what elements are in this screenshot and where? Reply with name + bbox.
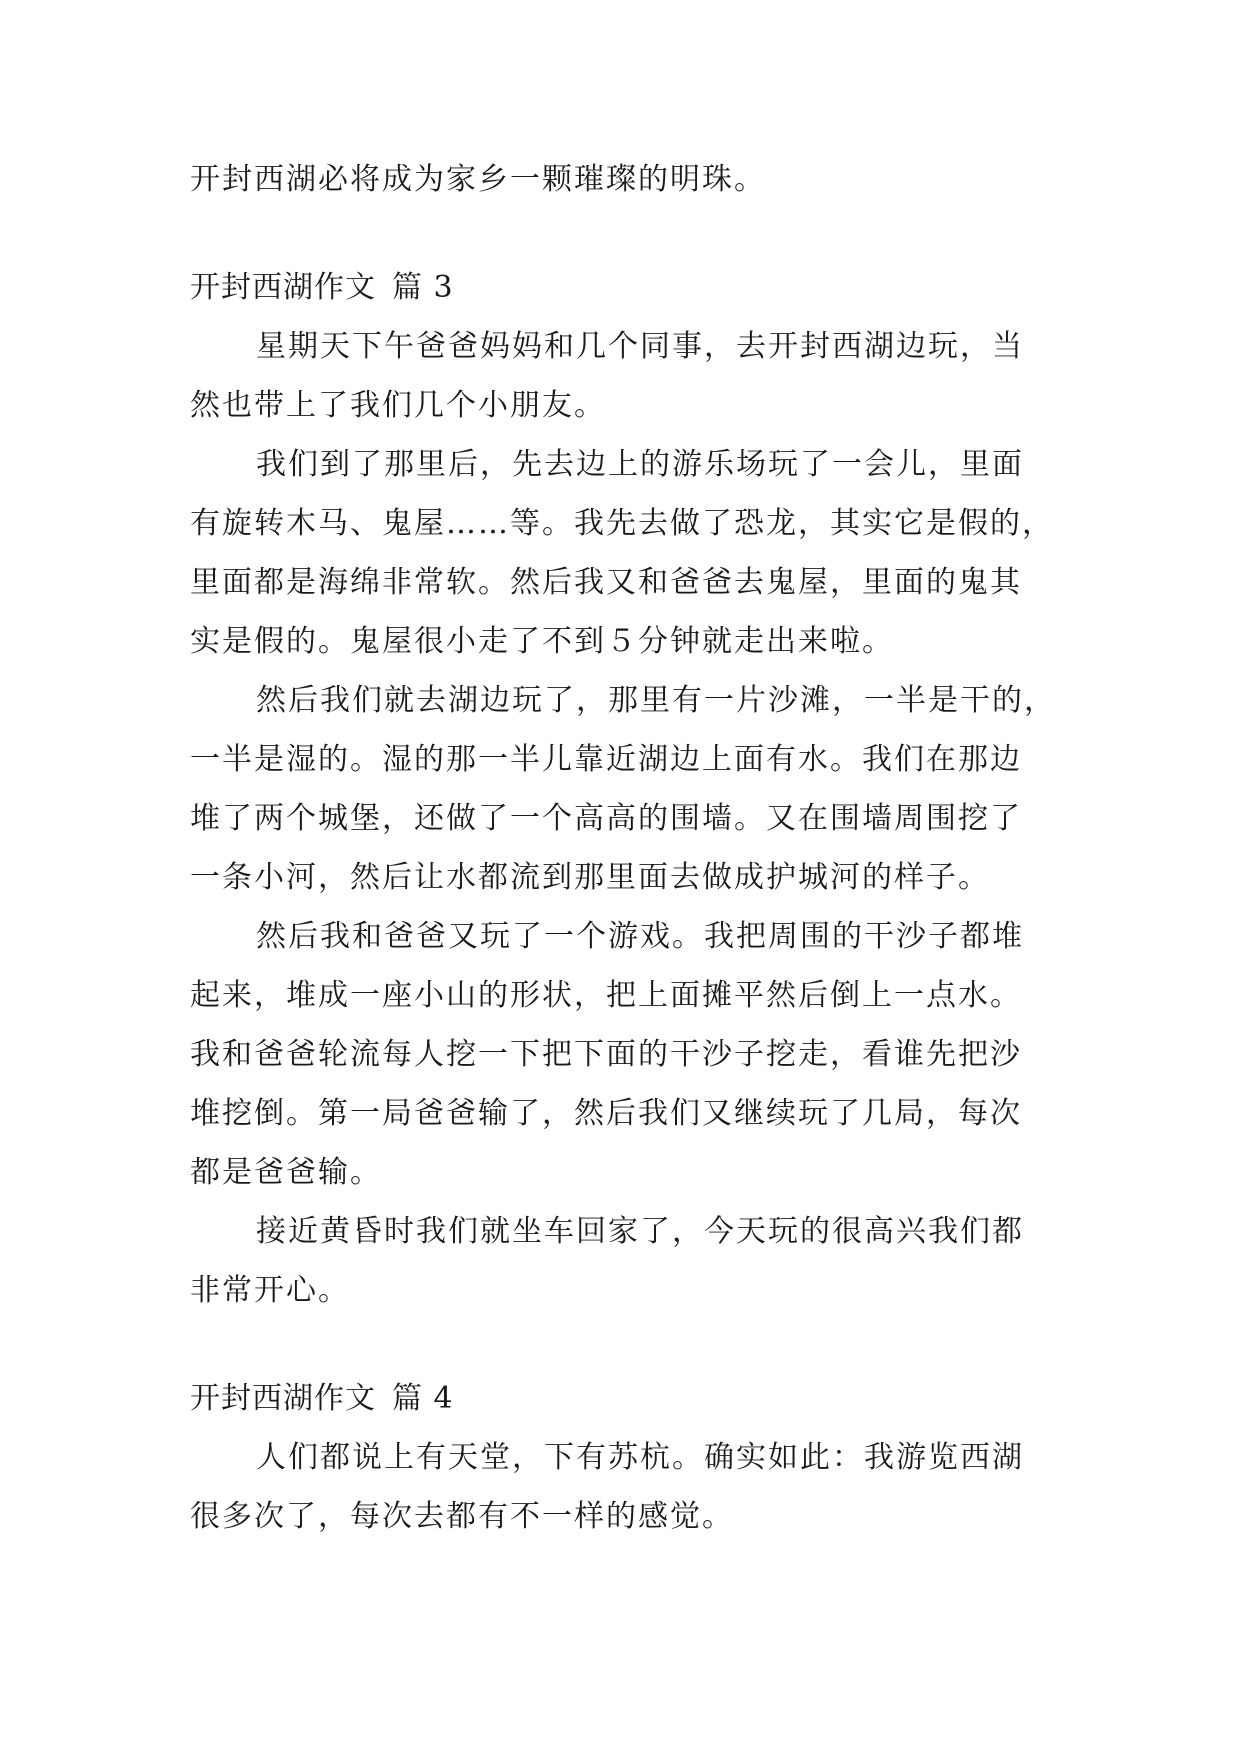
section-number: 篇 3: [392, 270, 454, 305]
body-line: 然也带上了我们几个小朋友。: [190, 388, 606, 423]
body-line: 实是假的。鬼屋很小走了不到５分钟就走出来啦。: [190, 624, 894, 659]
body-line: 人们都说上有天堂，下有苏杭。确实如此：我游览西湖: [256, 1440, 1024, 1475]
section-heading: [190, 1369, 1056, 1428]
section-title: 开封西湖作文: [190, 1381, 376, 1416]
body-line: 接近黄昏时我们就坐车回家了，今天玩的很高兴我们都: [256, 1214, 1024, 1249]
paragraph: [190, 435, 1056, 671]
body-line: 有旋转木马、鬼屋……等。我先去做了恐龙，其实它是假的，: [190, 506, 1054, 541]
body-line: 起来，堆成一座小山的形状，把上面摊平然后倒上一点水。: [190, 978, 1022, 1013]
body-line: 星期天下午爸爸妈妈和几个同事，去开封西湖边玩，当: [256, 329, 1024, 364]
body-line: 开封西湖必将成为家乡一颗璀璨的明珠。: [190, 162, 766, 197]
body-line: 都是爸爸输。: [190, 1155, 382, 1190]
section-title: 开封西湖作文: [190, 270, 376, 305]
paragraph: [190, 671, 1056, 907]
body-line: 里面都是海绵非常软。然后我又和爸爸去鬼屋，里面的鬼其: [190, 565, 1022, 600]
paragraph: [190, 1428, 1056, 1546]
body-line: 堆了两个城堡，还做了一个高高的围墙。又在围墙周围挖了: [190, 801, 1022, 836]
paragraph: [190, 1202, 1056, 1320]
body-line: 很多次了，每次去都有不一样的感觉。: [190, 1499, 734, 1534]
body-line: 堆挖倒。第一局爸爸输了，然后我们又继续玩了几局，每次: [190, 1096, 1022, 1131]
paragraph: [190, 317, 1056, 435]
body-line: 一条小河，然后让水都流到那里面去做成护城河的样子。: [190, 860, 990, 895]
body-line: 我们到了那里后，先去边上的游乐场玩了一会儿，里面: [256, 447, 1024, 482]
body-line: 非常开心。: [190, 1273, 350, 1308]
body-line: 然后我和爸爸又玩了一个游戏。我把周围的干沙子都堆: [256, 919, 1024, 954]
paragraph: [190, 907, 1056, 1202]
section-heading: [190, 258, 1056, 317]
body-line: 我和爸爸轮流每人挖一下把下面的干沙子挖走，看谁先把沙: [190, 1037, 1022, 1072]
body-line: 一半是湿的。湿的那一半儿靠近湖边上面有水。我们在那边: [190, 742, 1022, 777]
body-line: 然后我们就去湖边玩了，那里有一片沙滩，一半是干的，: [256, 683, 1056, 718]
document-body: [190, 150, 1056, 1546]
section-number: 篇 4: [392, 1381, 454, 1416]
